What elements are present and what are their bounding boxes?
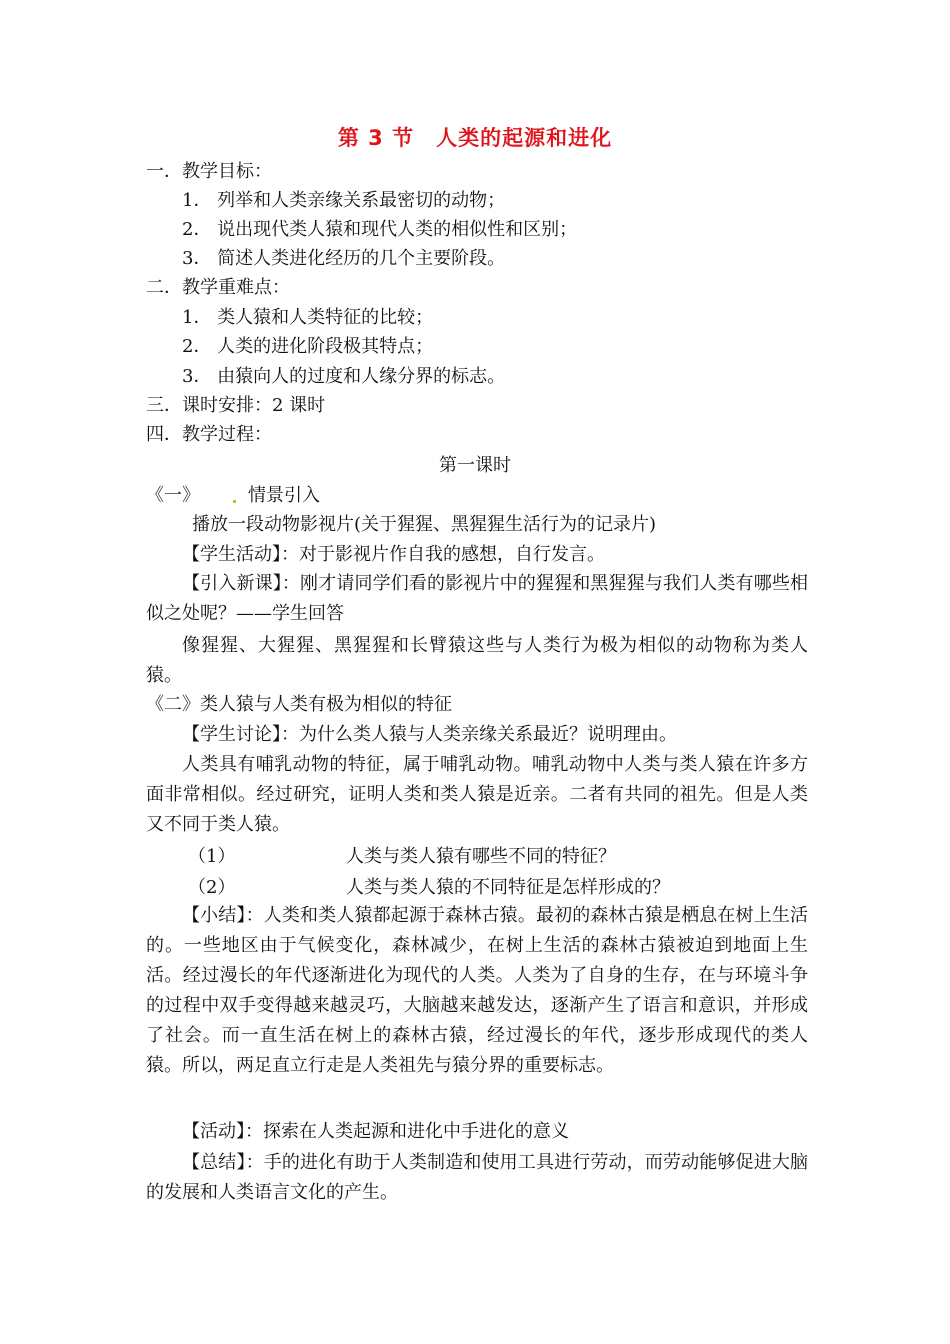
- section-heading-key-points: 二．教学重难点：: [146, 277, 290, 298]
- key-point-item: 2． 人类的进化阶段极其特点；: [182, 336, 434, 357]
- page-title: 第 3 节 人类的起源和进化: [337, 126, 613, 150]
- objective-item: 2． 说出现代类人猿和现代人类的相似性和区别；: [182, 219, 578, 240]
- part-two-heading: 《二》类人猿与人类有极为相似的特征: [146, 694, 452, 715]
- activity-line: 【活动】：探索在人类起源和进化中手进化的意义: [182, 1121, 569, 1142]
- video-instruction: 播放一段动物影视片(关于猩猩、黑猩猩生活行为的记录片): [192, 514, 657, 535]
- conclusion-paragraph: 【总结】：手的进化有助于人类制造和使用工具进行劳动，而劳动能够促进大脑的发展和人类语言文化的产生。: [146, 1152, 808, 1203]
- key-point-item: 1． 类人猿和人类特征的比较；: [182, 307, 434, 328]
- part-one-title: 情景引入: [248, 485, 320, 506]
- summary-paragraph: 【小结】：人类和类人猿都起源于森林古猿。最初的森林古猿是栖息在树上生活的。一些地区由于气候变化，森林减少，在树上生活的森林古猿被迫到地面上生活。经过漫长的年代逐渐进化为现代的人类。人类为了自身的生存，在与环境斗争的过程中双手变得越来越灵巧，大脑越来越发达，逐渐产生了语言和意识，并形成了社会。而一直生活在树上的森林古猿，经过漫长的年代，逐步形成现代的类人猿。所以，两足直立行走是人类祖先与猿分界的重要标志。: [146, 905, 808, 1076]
- lesson-heading: 第一课时: [439, 455, 511, 476]
- question-number: （2）: [188, 877, 236, 898]
- mammal-paragraph: 人类具有哺乳动物的特征，属于哺乳动物。哺乳动物中人类与类人猿在许多方面非常相似。经过研究，证明人类和类人猿是近亲。二者有共同的祖先。但是人类又不同于类人猿。: [146, 754, 808, 835]
- apes-paragraph: 像猩猩、大猩猩、黑猩猩和长臂猿这些与人类行为极为相似的动物称为类人猿。: [146, 635, 808, 686]
- key-point-item: 3． 由猿向人的过度和人缘分界的标志。: [182, 366, 506, 387]
- objective-item: 3． 简述人类进化经历的几个主要阶段。: [182, 248, 506, 269]
- section-heading-objectives: 一．教学目标：: [146, 161, 272, 182]
- objective-item: 1． 列举和人类亲缘关系最密切的动物；: [182, 190, 506, 211]
- intro-paragraph: 【引入新课】：刚才请同学们看的影视片中的猩猩和黑猩猩与我们人类有哪些相似之处呢？——学生回答: [146, 573, 808, 624]
- student-discussion: 【学生讨论】：为什么类人猿与人类亲缘关系最近？说明理由。: [182, 724, 677, 745]
- section-heading-schedule: 三．课时安排：2 课时: [146, 395, 326, 416]
- question-text: 人类与类人猿的不同特征是怎样形成的？: [346, 877, 670, 898]
- student-activity: 【学生活动】：对于影视片作自我的感想，自行发言。: [182, 544, 605, 565]
- question-number: （1）: [188, 846, 236, 867]
- question-text: 人类与类人猿有哪些不同的特征？: [346, 846, 616, 867]
- part-one-label: 《一》: [146, 485, 200, 506]
- section-heading-process: 四．教学过程：: [146, 424, 272, 445]
- mark-dot: [233, 500, 236, 503]
